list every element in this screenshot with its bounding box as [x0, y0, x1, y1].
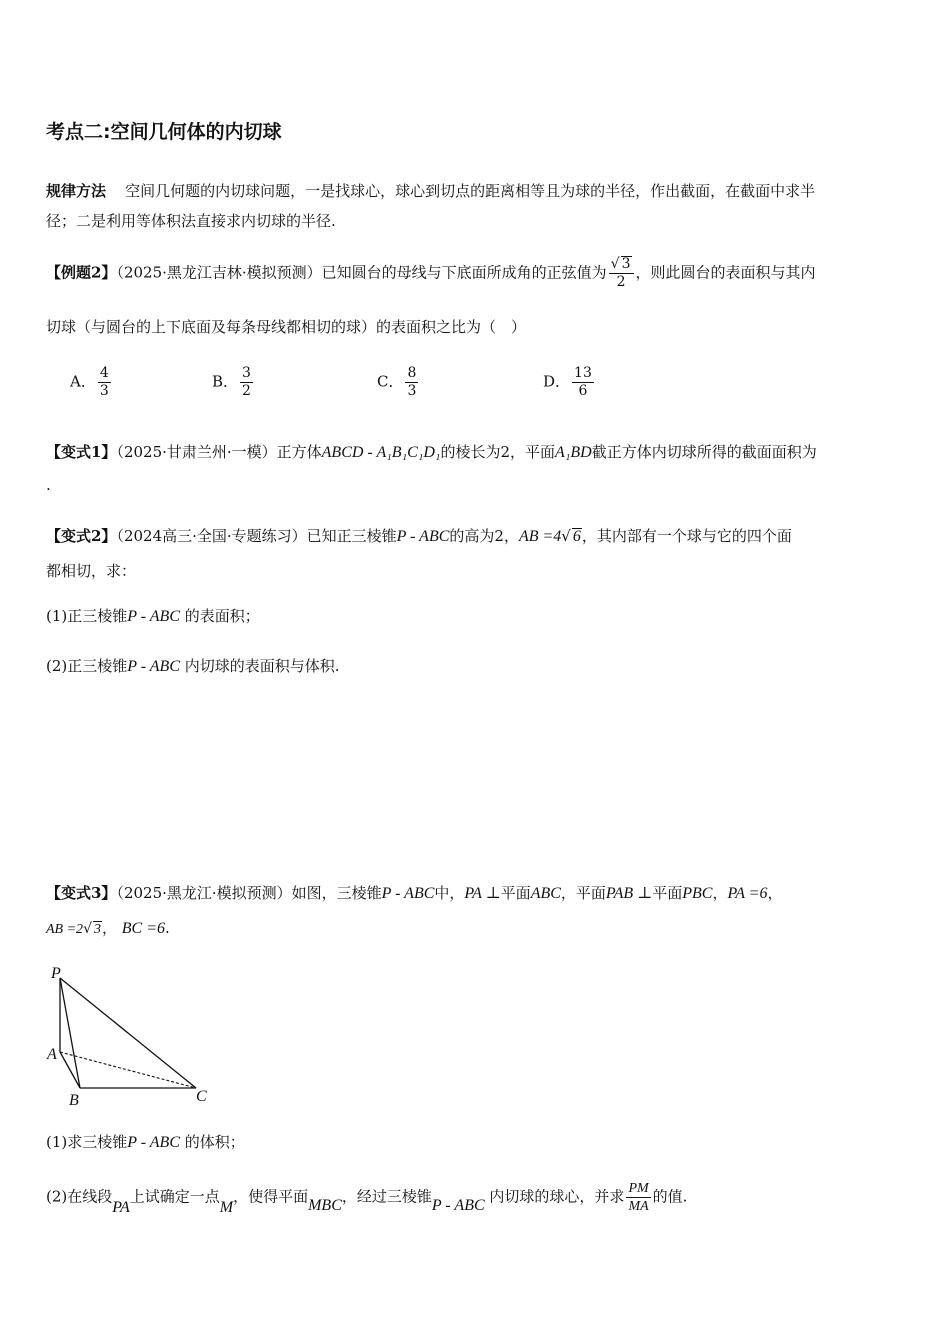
option-c-den: 3 [407, 383, 417, 399]
option-d-fraction [572, 365, 594, 400]
option-b [212, 365, 255, 400]
variant1-text-post: 截正方体内切球所得的截面面积为 [591, 443, 817, 461]
method-text-1: 空间几何题的内切球问题，一是找球心，球心到切点的距离相等且为球的半径，作出截面，在截面中求半 [125, 182, 816, 200]
v3-q1-post: 的体积； [184, 1133, 245, 1151]
example2-text-post: ，则此圆台的表面积与其内 [635, 263, 816, 282]
ab-radicand: 6 [572, 528, 581, 545]
option-d-num: 13 [574, 365, 592, 381]
v3-q2-f: 的值. [652, 1187, 688, 1206]
v3-end: . [165, 919, 170, 937]
option-a-num: 4 [99, 365, 109, 381]
option-c-fraction [405, 365, 418, 400]
pa-equation: PA =6 [727, 885, 768, 902]
v3-q2-b: 上试确定一点 [129, 1187, 220, 1206]
pyramid-expression: P - ABC [396, 528, 450, 545]
variant2-line-2: 都相切，求： [46, 562, 137, 580]
v3-q2-mbc: MBC [308, 1196, 342, 1214]
v3-mid6: ， [767, 884, 783, 902]
sqrt-symbol: √ [610, 256, 620, 272]
option-a-den: 3 [99, 383, 109, 399]
q2-pyramid: P - ABC [127, 658, 180, 675]
v3-q2-e: 内切球的球心，并求 [489, 1187, 625, 1206]
pm-ma-fraction [626, 1180, 650, 1215]
sqrt-symbol: √ [561, 527, 571, 545]
v3-mid7: ， [101, 919, 117, 937]
v3-q2-pyramid: P - ABC [431, 1196, 485, 1214]
v3-q1-pre: (1)求三棱锥 [46, 1133, 128, 1151]
method-label: 规律方法 [46, 182, 107, 200]
v3-mid2: 平面 [500, 884, 531, 902]
variant3-question-1 [46, 1131, 245, 1152]
option-c [377, 365, 420, 400]
variant3-line-1 [46, 882, 783, 903]
sin-denominator: 2 [616, 274, 626, 290]
example2-label: 【例题2】 [46, 263, 117, 282]
v3-q2-m: M [219, 1198, 234, 1216]
variant1-text-pre: （2025·甘肃兰州·一模）正方体 [116, 443, 322, 461]
example2-line-2: 切球（与圆台的上下底面及每条母线都相切的球）的表面积之比为（ ） [46, 318, 527, 336]
v3-mid1: 中， [434, 884, 465, 902]
q1-pyramid: P - ABC [127, 608, 180, 625]
option-d [543, 365, 596, 400]
v3-q1-pyramid: P - ABC [127, 1134, 180, 1151]
q2-pre: (2)正三棱锥 [46, 657, 128, 675]
v3-pyramid: P - ABC [381, 885, 435, 902]
variant2-question-2 [46, 655, 340, 676]
ma-denominator: MA [628, 1199, 649, 1214]
v3-pbc: PBC [682, 885, 713, 902]
variant2-label: 【变式2】 [46, 527, 117, 545]
q1-post: 的表面积； [184, 607, 260, 625]
option-b-letter: B． [212, 372, 239, 391]
pa-perp: PA ⊥ [464, 885, 501, 902]
q2-post: 内切球的表面积与体积. [184, 657, 340, 675]
label-a: A [47, 1046, 57, 1063]
pab-perp: PAB ⊥ [605, 885, 653, 902]
option-c-letter: C． [377, 372, 404, 391]
option-a-letter: A． [70, 372, 96, 391]
example2-text-pre: （2025·黑龙江吉林·模拟预测）已知圆台的母线与下底面所成角的正弦值为 [116, 263, 607, 282]
variant2-question-1 [46, 605, 260, 626]
v3-mid5: ， [712, 884, 728, 902]
v3-ab-equation: AB =2 [46, 922, 84, 937]
variant2-text-post: ，其内部有一个球与它的四个面 [581, 527, 792, 545]
q1-pre: (1)正三棱锥 [46, 607, 128, 625]
pyramid-figure [44, 962, 224, 1112]
variant2-line-1 [46, 525, 792, 546]
variant1-line-1 [46, 441, 817, 462]
option-a-fraction [98, 365, 111, 400]
variant1-line-2: . [46, 476, 51, 494]
sqrt-symbol: √ [83, 921, 92, 937]
variant2-text-mid: 的高为2， [449, 527, 519, 545]
method-line-1 [46, 180, 815, 201]
section-title: 考点二:空间几何体的内切球 [46, 121, 282, 143]
option-b-den: 2 [242, 383, 251, 399]
edge-pc [60, 978, 196, 1088]
plane-expression: A₁BD [555, 444, 592, 461]
v3-q2-a: (2)在线段 [46, 1187, 113, 1206]
variant1-label: 【变式1】 [46, 443, 117, 461]
variant3-text-pre: （2025·黑龙江·模拟预测）如图，三棱锥 [116, 884, 382, 902]
option-b-num: 3 [242, 365, 251, 381]
edge-pb [60, 978, 80, 1088]
label-b: B [69, 1092, 79, 1109]
edge-ac-hidden [60, 1052, 196, 1088]
v3-q2-c: ，使得平面 [233, 1187, 309, 1206]
variant3-label: 【变式3】 [46, 884, 117, 902]
option-d-letter: D． [543, 372, 571, 391]
variant3-question-2 [46, 1180, 687, 1215]
pm-numerator: PM [628, 1181, 649, 1196]
label-p: P [51, 965, 61, 982]
v3-mid3: ，平面 [560, 884, 606, 902]
sin-numerator: 3 [621, 256, 631, 272]
cube-expression: ABCD - A₁B₁C₁D₁ [321, 444, 441, 461]
option-a [70, 365, 113, 400]
option-d-den: 6 [578, 383, 588, 399]
bc-equation: BC =6 [121, 920, 166, 937]
method-line-2: 径；二是利用等体积法直接求内切球的半径. [46, 212, 336, 230]
variant1-text-mid: 的棱长为2，平面 [440, 443, 556, 461]
v3-q2-pa: PA [112, 1198, 130, 1216]
example2-line-1 [46, 256, 816, 291]
v3-mid4: 平面 [652, 884, 683, 902]
v3-abc: ABC [530, 885, 561, 902]
v3-ab-radicand: 3 [93, 922, 101, 937]
label-c: C [196, 1088, 207, 1105]
v3-q2-d: ，经过三棱锥 [341, 1187, 432, 1206]
variant2-text-pre: （2024高三·全国·专题练习）已知正三棱锥 [116, 527, 397, 545]
option-c-num: 8 [407, 365, 417, 381]
ab-equation: AB =4 [518, 528, 562, 545]
variant3-line-2 [46, 917, 170, 938]
option-b-fraction [240, 365, 253, 400]
sin-fraction [609, 256, 634, 291]
